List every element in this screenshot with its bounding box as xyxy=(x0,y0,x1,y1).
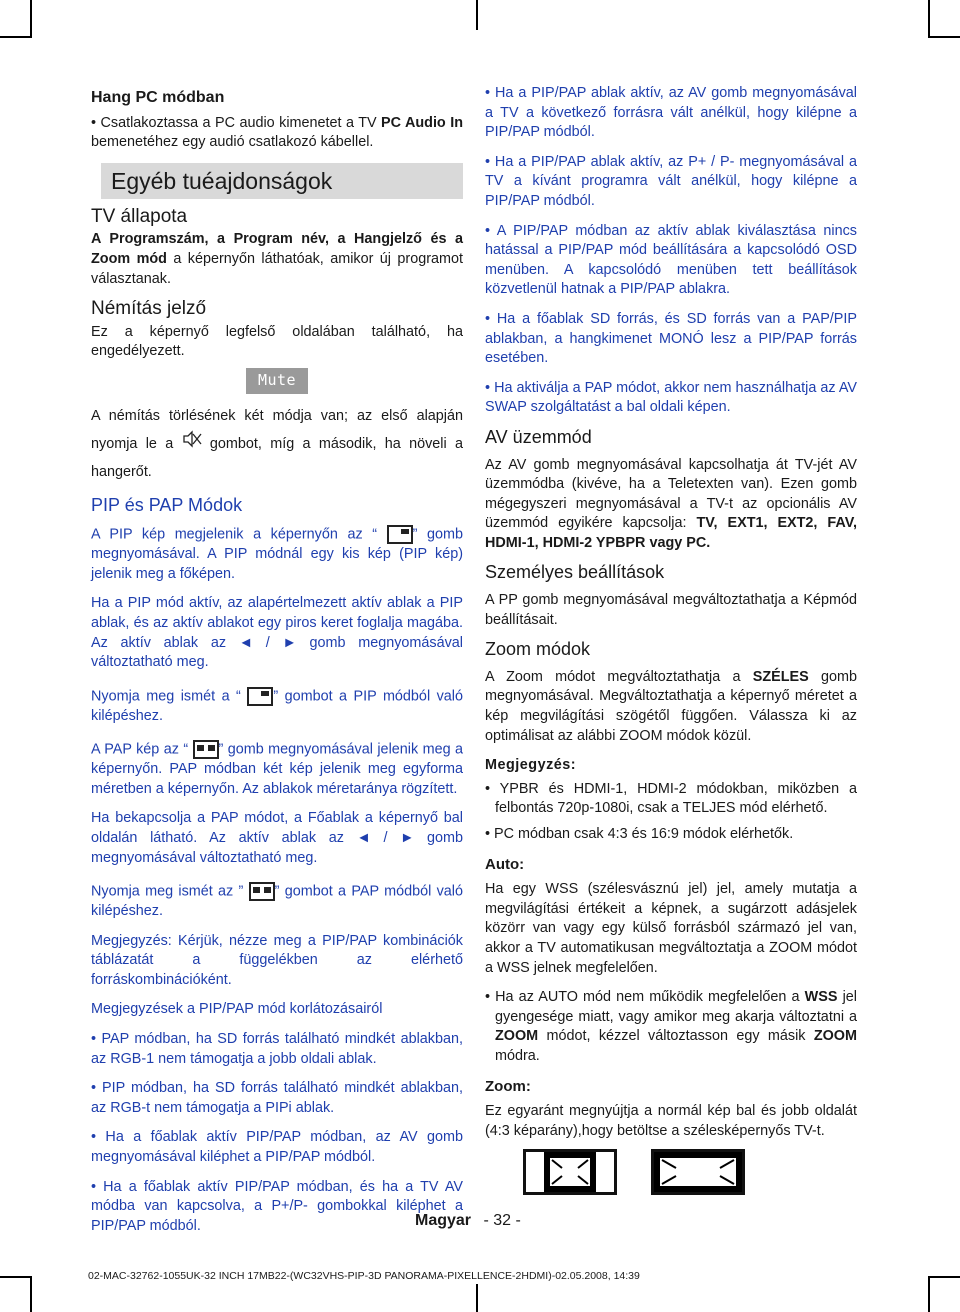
mute-osd-indicator: Mute xyxy=(246,368,308,394)
pap-button-icon xyxy=(249,882,275,901)
auto-title: Auto: xyxy=(485,855,525,873)
pip-paragraph-2: Ha a PIP mód aktív, az alapértelmezett aktív ablak a PIP ablak, és az aktív ablakot egy piros keret foglalja magába. Az aktív ablak az ◄ / ► gomb megnyomásával változtatható meg. xyxy=(91,595,463,671)
zoom-title: Zoom módok xyxy=(485,639,591,660)
right-bullet: • Ha a PIP/PAP ablak aktív, az AV gomb megnyomásával a TV a következő forrásra vált anélkül, hogy kilépne a PIP/PAP módból. xyxy=(485,85,857,141)
zoom2-title: Zoom: xyxy=(485,1077,531,1095)
pip-button-icon xyxy=(247,687,273,706)
szeles-label: SZÉLES xyxy=(752,668,809,685)
zoom-text-part: gomb megnyomásával. Megváltoztathatja a képernyő méretet a kép megvilágítási szögétől függően. Válassza ki az optimálisat az alábbi ZOOM módok közül. xyxy=(485,668,858,744)
pap-paragraph-2: Ha bekapcsolja a PAP módot, a Főablak a képernyő bal oldalán látható. Az aktív ablak az ◄ / ► gomb megnyomásával változtatható meg. xyxy=(91,810,463,866)
pap-text-part: ” gombot a PAP módból való kilépéshez. xyxy=(91,883,464,920)
pap-text-part: A PAP kép az “ xyxy=(91,741,189,758)
right-column xyxy=(485,84,857,1195)
crop-mark xyxy=(928,1276,930,1312)
pap-text-part: ” gomb megnyomásával jelenik meg a képernyőn. PAP módban két kép jelenik meg egyforma méretben a képernyőn. Az ablakok méretaránya rögzített. xyxy=(91,741,463,797)
crop-mark xyxy=(928,1276,960,1278)
pip-paragraph-3 xyxy=(91,687,463,726)
crop-mark xyxy=(0,36,32,38)
pip-text-part: ” gomb megnyomásával. A PIP módnál egy kis kép (PIP kép) jelenik meg a főképen. xyxy=(91,526,463,582)
stretched-aspect-illustration xyxy=(651,1149,745,1195)
tv-allapota-bold: A Programszám, a Program név, a Hangjelző és a Zoom mód xyxy=(91,231,463,267)
notes-item: • YPBR és HDMI-1, HDMI-2 módokban, miközben a felbontás 720p-1080i, csak a TELJES mód elérhető. xyxy=(485,780,857,817)
footer-language: Magyar xyxy=(415,1212,472,1229)
pc-audio-in-label: PC Audio In xyxy=(381,114,463,131)
auto-bullet-part: jel gyengesége miatt, vagy amikor meg akarja változtatni a xyxy=(495,989,857,1025)
hang-pc-title: Hang PC módban xyxy=(91,89,225,106)
left-column xyxy=(91,84,463,1236)
right-bullet: • Ha a PIP/PAP ablak aktív, az P+ / P- megnyomásával a TV a kívánt programra vált anélkül, hogy kilépne a PIP/PAP módból. xyxy=(485,153,857,209)
crop-mark xyxy=(928,0,930,38)
crop-mark xyxy=(928,36,960,38)
hang-pc-text-part: • Csatlakoztassa a PC audio kimenetet a TV xyxy=(91,114,382,131)
nemitas-title: Némítás jelző xyxy=(91,298,207,320)
limits-item: • Ha a főablak aktív PIP/PAP módban, és ha a TV AV módba van kapcsolva, a P+/P- gombokkal kiléphet a PIP/PAP módból. xyxy=(91,1178,463,1234)
pip-button-icon xyxy=(387,525,413,544)
personal-title: Személyes beállítások xyxy=(485,562,665,583)
pip-text-part: ” gombot a PIP módból való kilépéshez. xyxy=(91,688,464,724)
nemitas-text: Ez a képernyő legfelső oldalában található, ha engedélyezett. xyxy=(91,323,463,360)
footer-file-info: 02-MAC-32762-1055UK-32 INCH 17MB22-(WC32VHS-PIP-3D PANORAMA-PIXELLENCE-2HDMI)-02.05.2008, 14:39 xyxy=(88,1270,640,1282)
mute-text-part: gombot, míg a második, ha növeli a hangerőt. xyxy=(91,435,464,480)
tv-allapota-text xyxy=(91,230,463,289)
hang-pc-text xyxy=(91,114,463,153)
page-footer xyxy=(415,1212,521,1230)
zoom2-text: Ez egyaránt megnyújtja a normál kép bal és jobb oldalát (4:3 képarány),hogy betöltse a szélesképernyős TV-t. xyxy=(485,1103,857,1139)
pap-button-icon xyxy=(193,740,219,759)
auto-text: Ha egy WSS (szélesvásznú jel) jel, amely mutatja a megvilágítási értékeit a képnek, a sugárzott adásjelek közörr van vagy egy külső forrásból származó jel van, akkor a TV automatikusan megváltoztatja a ZOOM módot a WSS jelnek megfelelően. xyxy=(485,881,857,976)
section-title: Egyéb tuéajdonságok xyxy=(101,163,463,199)
right-bullet: • A PIP/PAP módban az aktív ablak kiválasztása nincs hatással a PIP/PAP mód beállítására a kapcsolódó OSD menüben. A kapcsolódó menüben tett beállítások közvetlenül hatnak a PIP/PAP ablakra. xyxy=(485,222,857,298)
personal-text: A PP gomb megnyomásával megváltoztathatja a Képmód beállításait. xyxy=(485,592,857,628)
note-paragraph: Megjegyzés: Kérjük, nézze meg a PIP/PAP kombinációk táblázatát a függelékben az elérhető forráskombinációként. xyxy=(91,932,463,988)
mute-text xyxy=(91,402,463,486)
crop-mark xyxy=(476,0,478,30)
mute-text-part: A némítás törlésének két módja van; az első alapján nyomja le a xyxy=(91,407,463,452)
crop-mark xyxy=(30,0,32,38)
crop-mark xyxy=(476,1284,478,1312)
limits-item: • Ha a főablak aktív PIP/PAP módban, az AV gomb megnyomásával kiléphet a PIP/PAP módból. xyxy=(91,1129,463,1165)
right-bullet: • Ha a főablak SD forrás, és SD forrás van a PAP/PIP ablakban, a hangkimenet MONÓ lesz a PIP/PAP forrás esetében. xyxy=(485,310,857,367)
right-bullet: • Ha aktiválja a PAP módot, akkor nem használhatja az AV SWAP szolgáltatást a bal oldali képen. xyxy=(485,379,857,416)
av-title: AV üzemmód xyxy=(485,426,592,447)
pap-paragraph-3 xyxy=(91,882,463,921)
notes-title: Megjegyzés: xyxy=(485,757,577,774)
mute-icon xyxy=(182,430,202,458)
crop-mark xyxy=(0,1276,32,1278)
auto-bullet-part: módot, kézzel változtasson egy másik xyxy=(538,1028,814,1045)
footer-page-number: - 32 - xyxy=(483,1212,521,1229)
zoom-text-part: A Zoom módot megváltoztathatja a xyxy=(485,668,753,685)
zoom-label: ZOOM xyxy=(813,1028,857,1045)
pip-paragraph-1 xyxy=(91,525,463,584)
crop-mark xyxy=(30,1276,32,1312)
pip-text-part: A PIP kép megjelenik a képernyőn az “ xyxy=(91,526,378,543)
zoom-text xyxy=(485,668,857,746)
pip-title: PIP és PAP Módok xyxy=(91,494,243,515)
auto-bullet xyxy=(485,988,857,1066)
limits-item: • PAP módban, ha SD forrás található mindkét ablakban, az RGB-1 nem támogatja a jobb oldali ablak. xyxy=(91,1030,463,1067)
zoom-label: ZOOM xyxy=(495,1028,539,1045)
av-text-part: Az AV gomb megnyomásával kapcsolhatja át TV-jét AV üzemmódba (kivéve, ha a Teletexten van). Ezen gomb mégegyszeri megnyomásával a TV-t az opcionális AV üzemmód egyikére kapcsolja: xyxy=(485,456,857,532)
pap-paragraph-1 xyxy=(91,740,463,799)
pap-text-part: Nyomja meg ismét az ” xyxy=(91,883,244,900)
normal-aspect-illustration xyxy=(523,1149,617,1195)
auto-bullet-part: • Ha az AUTO mód nem működik megfelelően a xyxy=(485,989,805,1006)
wss-label: WSS xyxy=(804,989,838,1006)
zoom-illustrations xyxy=(485,1149,857,1195)
av-text xyxy=(485,456,857,554)
av-sources: TV, EXT1, EXT2, FAV, HDMI-1, HDMI-2 YPBPR vagy PC. xyxy=(485,515,857,551)
limits-item: • PIP módban, ha SD forrás található mindkét ablakban, az RGB-t nem támogatja a PIPi ablak. xyxy=(91,1080,463,1116)
tv-allapota-rest: a képernyőn láthatóak, amikor új programot választanak. xyxy=(91,250,463,287)
pip-text-part: Nyomja meg ismét a “ xyxy=(91,688,241,705)
tv-allapota-title: TV állapota xyxy=(91,205,188,227)
hang-pc-text-part: bemenetéhez egy audió csatlakozó kábellel. xyxy=(91,134,374,151)
limits-title: Megjegyzések a PIP/PAP mód korlátozásairól xyxy=(91,1001,383,1018)
notes-item: • PC módban csak 4:3 és 16:9 módok elérhetők. xyxy=(485,826,794,842)
auto-bullet-part: módra. xyxy=(495,1047,540,1064)
